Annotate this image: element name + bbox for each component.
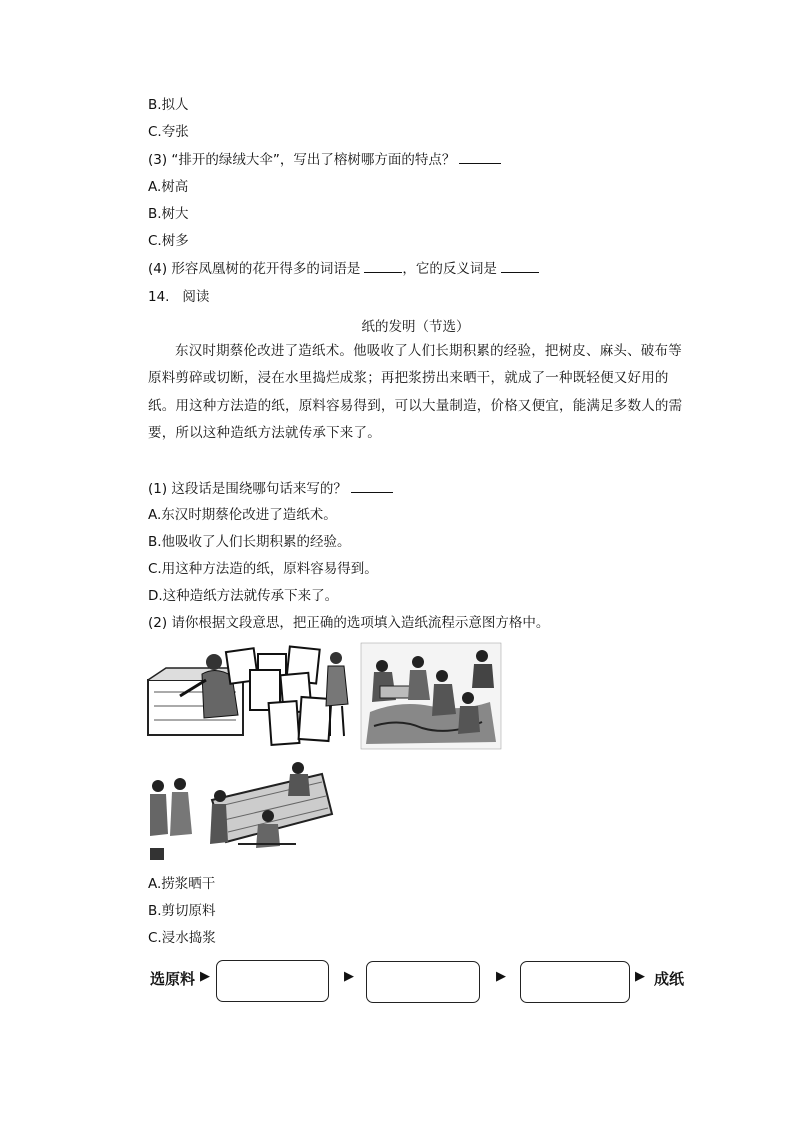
- option-a: A.捞浆晒干: [148, 876, 216, 892]
- option-c: C.夸张: [148, 124, 189, 140]
- flow-box-2[interactable]: [366, 961, 480, 1003]
- answer-blank[interactable]: [351, 480, 393, 493]
- option-c: C.用这种方法造的纸，原料容易得到。: [148, 561, 378, 577]
- arrow-icon: ▶: [344, 969, 354, 984]
- question-label: 阅读: [182, 289, 210, 305]
- question-number: 14.: [148, 289, 170, 305]
- option-b: B.拟人: [148, 97, 189, 113]
- option-c: C.浸水捣浆: [148, 930, 216, 946]
- arrow-icon: ▶: [200, 969, 210, 984]
- question-1: [148, 480, 393, 498]
- flow-box-3[interactable]: [520, 961, 630, 1003]
- papermaking-flowchart: [148, 955, 693, 1007]
- option-c: C.树多: [148, 233, 189, 249]
- question-4-text-2: ，它的反义词是: [402, 261, 497, 277]
- question-1-text: (1) 这段话是围绕哪句话来写的？: [148, 481, 347, 497]
- flow-start-label: 选原料: [150, 970, 196, 988]
- passage-text: 东汉时期蔡伦改进了造纸术。他吸收了人们长期积累的经验，把树皮、麻头、破布等原料剪碎或切断，浸在水里捣烂成浆；再把浆捞出来晒干，就成了一种既轻便又好用的纸。用这种方法造的纸，原料容易得到，可以大量制造，价格又便宜，能满足多数人的需要，所以这种造纸方法就传承下来了。: [148, 343, 683, 441]
- question-3-text: (3) “排开的绿绒大伞”，写出了榕树哪方面的特点？: [148, 152, 456, 168]
- passage-title: 纸的发明（节选）: [361, 319, 470, 335]
- question-3: [148, 151, 501, 169]
- illustration-soaking: [360, 642, 502, 750]
- option-a: A.树高: [148, 179, 189, 195]
- question-14-header: [148, 288, 209, 306]
- option-b: B.他吸收了人们长期积累的经验。: [148, 534, 351, 550]
- option-d: D.这种造纸方法就传承下来了。: [148, 588, 339, 604]
- answer-blank[interactable]: [364, 260, 402, 273]
- question-4: [148, 260, 539, 278]
- arrow-icon: ▶: [496, 969, 506, 984]
- flow-box-1[interactable]: [216, 960, 329, 1002]
- flow-end-label: 成纸: [654, 970, 685, 988]
- illustration-drying: [146, 760, 338, 864]
- illustration-cutting: [146, 640, 358, 748]
- arrow-icon: ▶: [635, 969, 645, 984]
- option-b: B.剪切原料: [148, 903, 216, 919]
- option-b: B.树大: [148, 206, 189, 222]
- answer-blank[interactable]: [501, 260, 539, 273]
- question-4-text: (4) 形容凤凰树的花开得多的词语是: [148, 261, 361, 277]
- option-a: A.东汉时期蔡伦改进了造纸术。: [148, 507, 337, 523]
- question-2: (2) 请你根据文段意思，把正确的选项填入造纸流程示意图方格中。: [148, 615, 550, 631]
- answer-blank[interactable]: [459, 151, 501, 164]
